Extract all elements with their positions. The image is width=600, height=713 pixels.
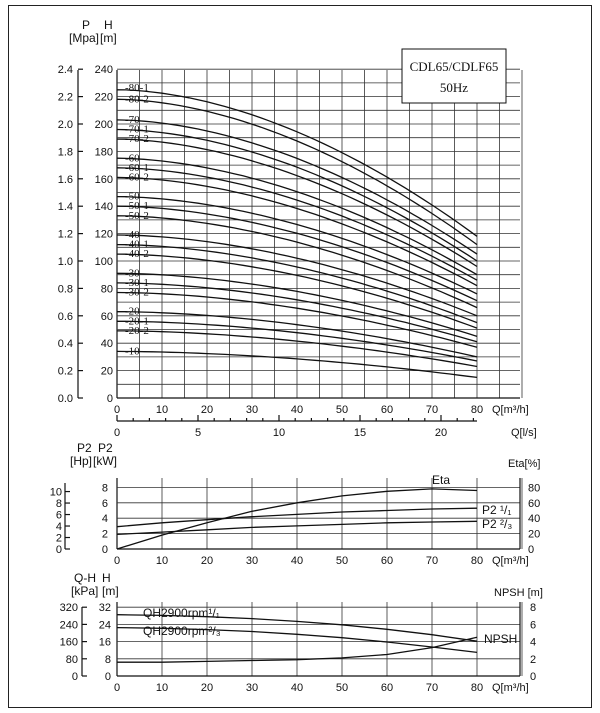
p-tick-label: 1.2 [57, 228, 73, 241]
series-label: QH2900rpm¹/₁ [143, 606, 220, 620]
series-label: -40-1 [125, 238, 149, 251]
m-tick-label: 32 [98, 602, 111, 615]
series-label: -30 [125, 267, 140, 280]
q-tick-label: 80 [470, 682, 484, 694]
m-tick-label: 24 [98, 619, 111, 632]
qls-tick-label: 0 [113, 427, 121, 439]
h-tick-label: 160 [94, 173, 113, 186]
h-axis-unit: [m] [100, 31, 117, 45]
h-tick-label: 240 [94, 64, 113, 77]
m-tick-label: 16 [98, 636, 111, 649]
eta-tick-label: 0 [528, 544, 535, 556]
series-label: -70-2 [125, 133, 149, 146]
model-name: CDL65/CDLF65 [409, 59, 499, 74]
series-label: -50 [125, 190, 140, 203]
q-tick-label: 60 [380, 682, 394, 694]
p-tick-label: 1.0 [57, 256, 73, 268]
series-label: -20-1 [125, 315, 149, 328]
q-tick-label: 30 [245, 555, 259, 567]
series-label: -60 [125, 152, 140, 165]
kpa-tick-label: 240 [59, 619, 78, 632]
p-tick-label: 2.2 [57, 91, 73, 104]
q-tick-label: 80 [470, 555, 484, 567]
h-tick-label: 100 [94, 256, 113, 268]
q-axis-unit: Q[m³/h] [492, 555, 529, 567]
q-tick-label: 40 [290, 682, 304, 694]
hp-tick-label: 0 [55, 544, 62, 556]
p-axis-symbol: P [82, 18, 91, 32]
series-label: -20-2 [125, 324, 149, 337]
p-tick-label: 0.6 [57, 310, 73, 323]
kw-tick-label: 2 [101, 528, 108, 541]
series-label: P2 ¹/₁ [482, 503, 512, 517]
h-axis-symbol: H [104, 18, 113, 32]
series-label: -10 [125, 345, 140, 358]
q-tick-label: 50 [335, 555, 349, 567]
p-tick-label: 1.4 [57, 201, 73, 214]
h-tick-label: 220 [94, 91, 113, 104]
p2-kw-unit: [kW] [93, 454, 117, 468]
model-frequency: 50Hz [439, 80, 469, 95]
series-label: -50-2 [125, 209, 149, 222]
p-tick-label: 1.8 [57, 146, 73, 159]
eta-tick-label: 40 [528, 513, 541, 526]
q-tick-label: 40 [290, 404, 304, 416]
kpa-unit: [kPa] [71, 584, 99, 598]
hp-tick-label: 10 [49, 486, 62, 499]
hp-tick-label: 6 [55, 509, 62, 522]
q-tick-label: 60 [380, 404, 394, 416]
m-tick-label: 8 [104, 653, 111, 666]
series-label: -80-2 [125, 93, 149, 106]
series-label: Eta [432, 473, 451, 487]
series-label: -20 [125, 305, 140, 318]
q-tick-label: 20 [200, 682, 214, 694]
h-tick-label: 140 [94, 201, 113, 214]
eta-tick-label: 80 [528, 482, 541, 495]
q-tick-label: 70 [425, 682, 439, 694]
eta-axis-unit: Eta[%] [508, 458, 541, 470]
m-unit: [m] [102, 584, 119, 598]
kw-tick-label: 8 [101, 482, 108, 495]
qh-symbol: Q-H [74, 571, 96, 585]
kpa-tick-label: 80 [65, 653, 78, 666]
npsh-tick-label: 4 [530, 636, 537, 649]
q-tick-label: 50 [335, 682, 349, 694]
eta-tick-label: 20 [528, 528, 541, 541]
qls-tick-label: 10 [272, 427, 286, 439]
npsh-tick-label: 0 [530, 671, 537, 683]
q-tick-label: 70 [425, 555, 439, 567]
npsh-tick-label: 8 [530, 602, 537, 615]
q-tick-label: 0 [113, 682, 121, 694]
p-tick-label: 0.8 [57, 283, 73, 296]
series-label: -30-2 [125, 286, 149, 299]
series-label: -80-1 [125, 81, 149, 94]
kpa-tick-label: 160 [59, 636, 78, 649]
q-tick-label: 10 [155, 555, 169, 567]
q-tick-label: 50 [335, 404, 349, 416]
q-tick-label: 0 [113, 404, 121, 416]
m-tick-label: 0 [104, 671, 111, 683]
series-label: QH2900rpm²/₃ [143, 624, 221, 638]
q-tick-label: 10 [155, 682, 169, 694]
p-tick-label: 0.2 [57, 365, 73, 378]
p-tick-label: 2.4 [57, 64, 73, 77]
q-tick-label: 80 [470, 404, 484, 416]
npsh-tick-label: 6 [530, 619, 537, 632]
h-tick-label: 60 [100, 310, 113, 323]
p-tick-label: 2.0 [57, 119, 73, 131]
hp-tick-label: 4 [55, 521, 62, 534]
q-tick-label: 40 [290, 555, 304, 567]
p-tick-label: 1.6 [57, 173, 73, 186]
q-axis-unit: Q[m³/h] [492, 682, 529, 694]
h-symbol: H [102, 571, 111, 585]
series-label: NPSH [484, 632, 518, 646]
kpa-tick-label: 0 [71, 671, 78, 683]
series-label: -70 [125, 113, 140, 126]
q-tick-label: 70 [425, 404, 439, 416]
series-label: -60-2 [125, 171, 149, 184]
h-tick-label: 20 [100, 365, 113, 378]
p-axis-unit: [Mpa] [69, 31, 100, 45]
p2-kw-symbol: P2 [98, 441, 113, 455]
h-tick-label: 200 [94, 119, 113, 131]
h-tick-label: 80 [100, 283, 113, 296]
p2-hp-symbol: P2 [77, 441, 92, 455]
series-label: -40 [125, 228, 140, 241]
hp-tick-label: 8 [55, 498, 62, 511]
hp-tick-label: 2 [55, 532, 62, 545]
series-label: -50-1 [125, 200, 149, 213]
series-label: P2 ²/₃ [482, 517, 513, 531]
p2-hp-unit: [Hp] [70, 454, 93, 468]
q-tick-label: 60 [380, 555, 394, 567]
q-tick-label: 30 [245, 404, 259, 416]
series-label: -40-2 [125, 248, 149, 261]
kpa-tick-label: 320 [59, 602, 78, 615]
h-tick-label: 0 [106, 393, 113, 405]
qls-axis-unit: Q[l/s] [511, 427, 537, 439]
q-tick-label: 30 [245, 682, 259, 694]
p-tick-label: 0.0 [57, 393, 73, 405]
p-tick-label: 0.4 [57, 338, 73, 351]
kw-tick-label: 0 [101, 544, 108, 556]
q-axis-unit: Q[m³/h] [492, 404, 529, 416]
npsh-tick-label: 2 [530, 653, 537, 666]
series-label: -70-1 [125, 123, 149, 136]
h-tick-label: 40 [100, 338, 113, 351]
q-tick-label: 0 [113, 555, 121, 567]
npsh-axis-unit: NPSH [m] [494, 587, 543, 599]
series-label: -30-1 [125, 276, 149, 289]
qls-tick-label: 5 [194, 427, 202, 439]
h-tick-label: 120 [94, 228, 113, 241]
h-tick-label: 180 [94, 146, 113, 159]
qls-tick-label: 20 [434, 427, 448, 439]
qls-tick-label: 15 [353, 427, 367, 439]
kw-tick-label: 6 [101, 497, 108, 510]
q-tick-label: 20 [200, 555, 214, 567]
eta-tick-label: 60 [528, 497, 541, 510]
q-tick-label: 20 [200, 404, 214, 416]
q-tick-label: 10 [155, 404, 169, 416]
kw-tick-label: 4 [101, 513, 108, 526]
series-label: -60-1 [125, 161, 149, 174]
